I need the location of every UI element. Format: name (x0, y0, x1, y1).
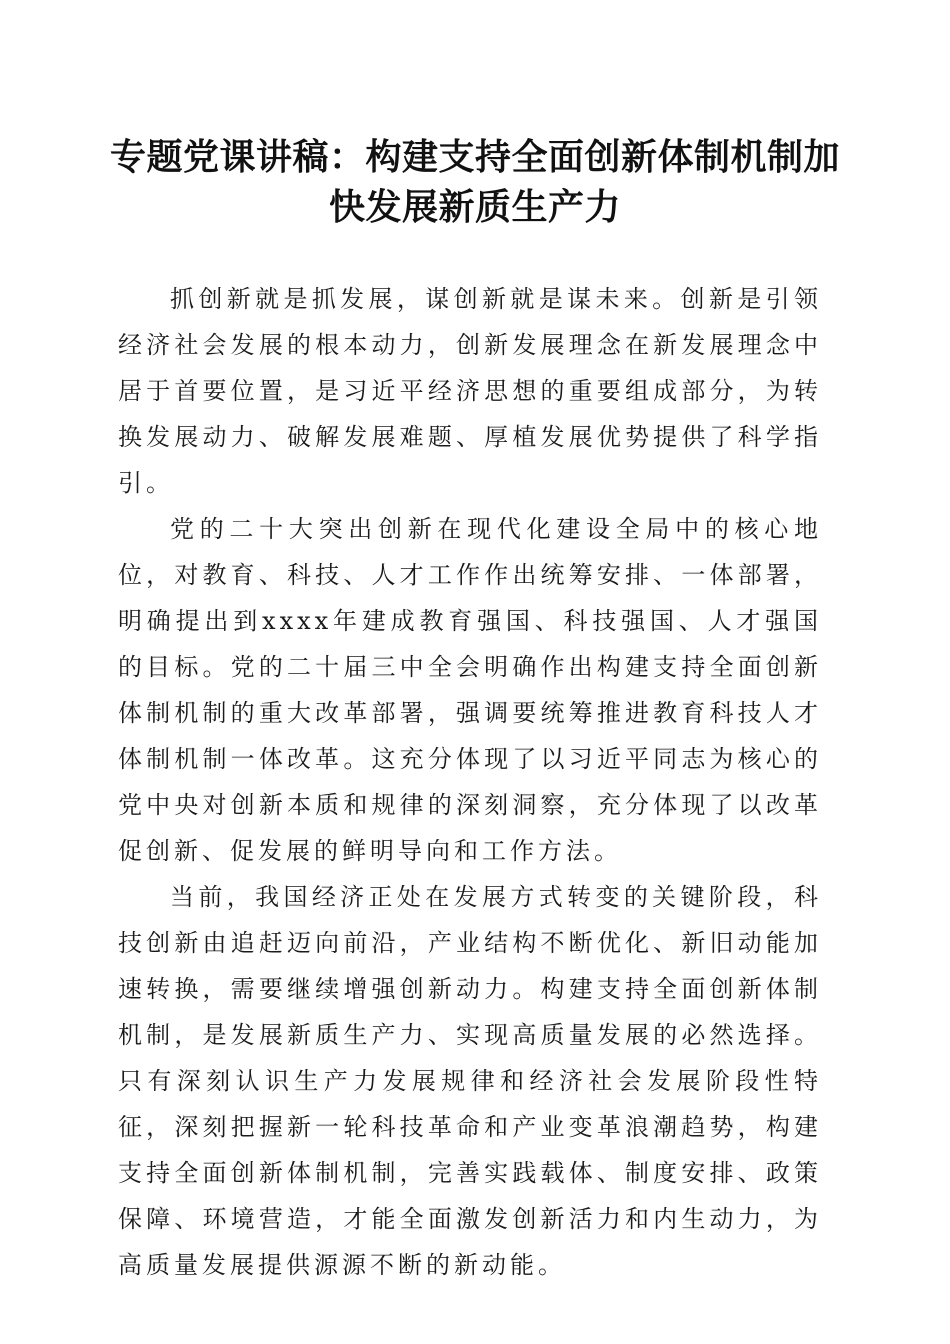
paragraph-2: 党的二十大突出创新在现代化建设全局中的核心地位，对教育、科技、人才工作作出统筹安排、一体部署，明确提出到xxxx年建成教育强国、科技强国、人才强国的目标。党的二十届三中全会明确作出构建支持全面创新体制机制的重大改革部署，强调要统筹推进教育科技人才体制机制一体改革。这充分体现了以习近平同志为核心的党中央对创新本质和规律的深刻洞察，充分体现了以改革促创新、促发展的鲜明导向和工作方法。 (118, 515, 822, 865)
paragraph-3: 当前，我国经济正处在发展方式转变的关键阶段，科技创新由追赶迈向前沿，产业结构不断优化、新旧动能加速转换，需要继续增强创新动力。构建支持全面创新体制机制，是发展新质生产力、实现高质量发展的必然选择。只有深刻认识生产力发展规律和经济社会发展阶段性特征，深刻把握新一轮科技革命和产业变革浪潮趋势，构建支持全面创新体制机制，完善实践载体、制度安排、政策保障、环境营造，才能全面激发创新活力和内生动力，为高质量发展提供源源不断的新动能。 (118, 883, 822, 1279)
document-title (100, 132, 850, 232)
document-body (118, 276, 822, 1288)
paragraph-1: 抓创新就是抓发展，谋创新就是谋未来。创新是引领经济社会发展的根本动力，创新发展理念在新发展理念中居于首要位置，是习近平经济思想的重要组成部分，为转换发展动力、破解发展难题、厚植发展优势提供了科学指引。 (118, 285, 822, 497)
title-line-1: 专题党课讲稿：构建支持全面创新体制机制加 (109, 136, 840, 178)
title-line-2: 快发展新质生产力 (328, 186, 621, 228)
